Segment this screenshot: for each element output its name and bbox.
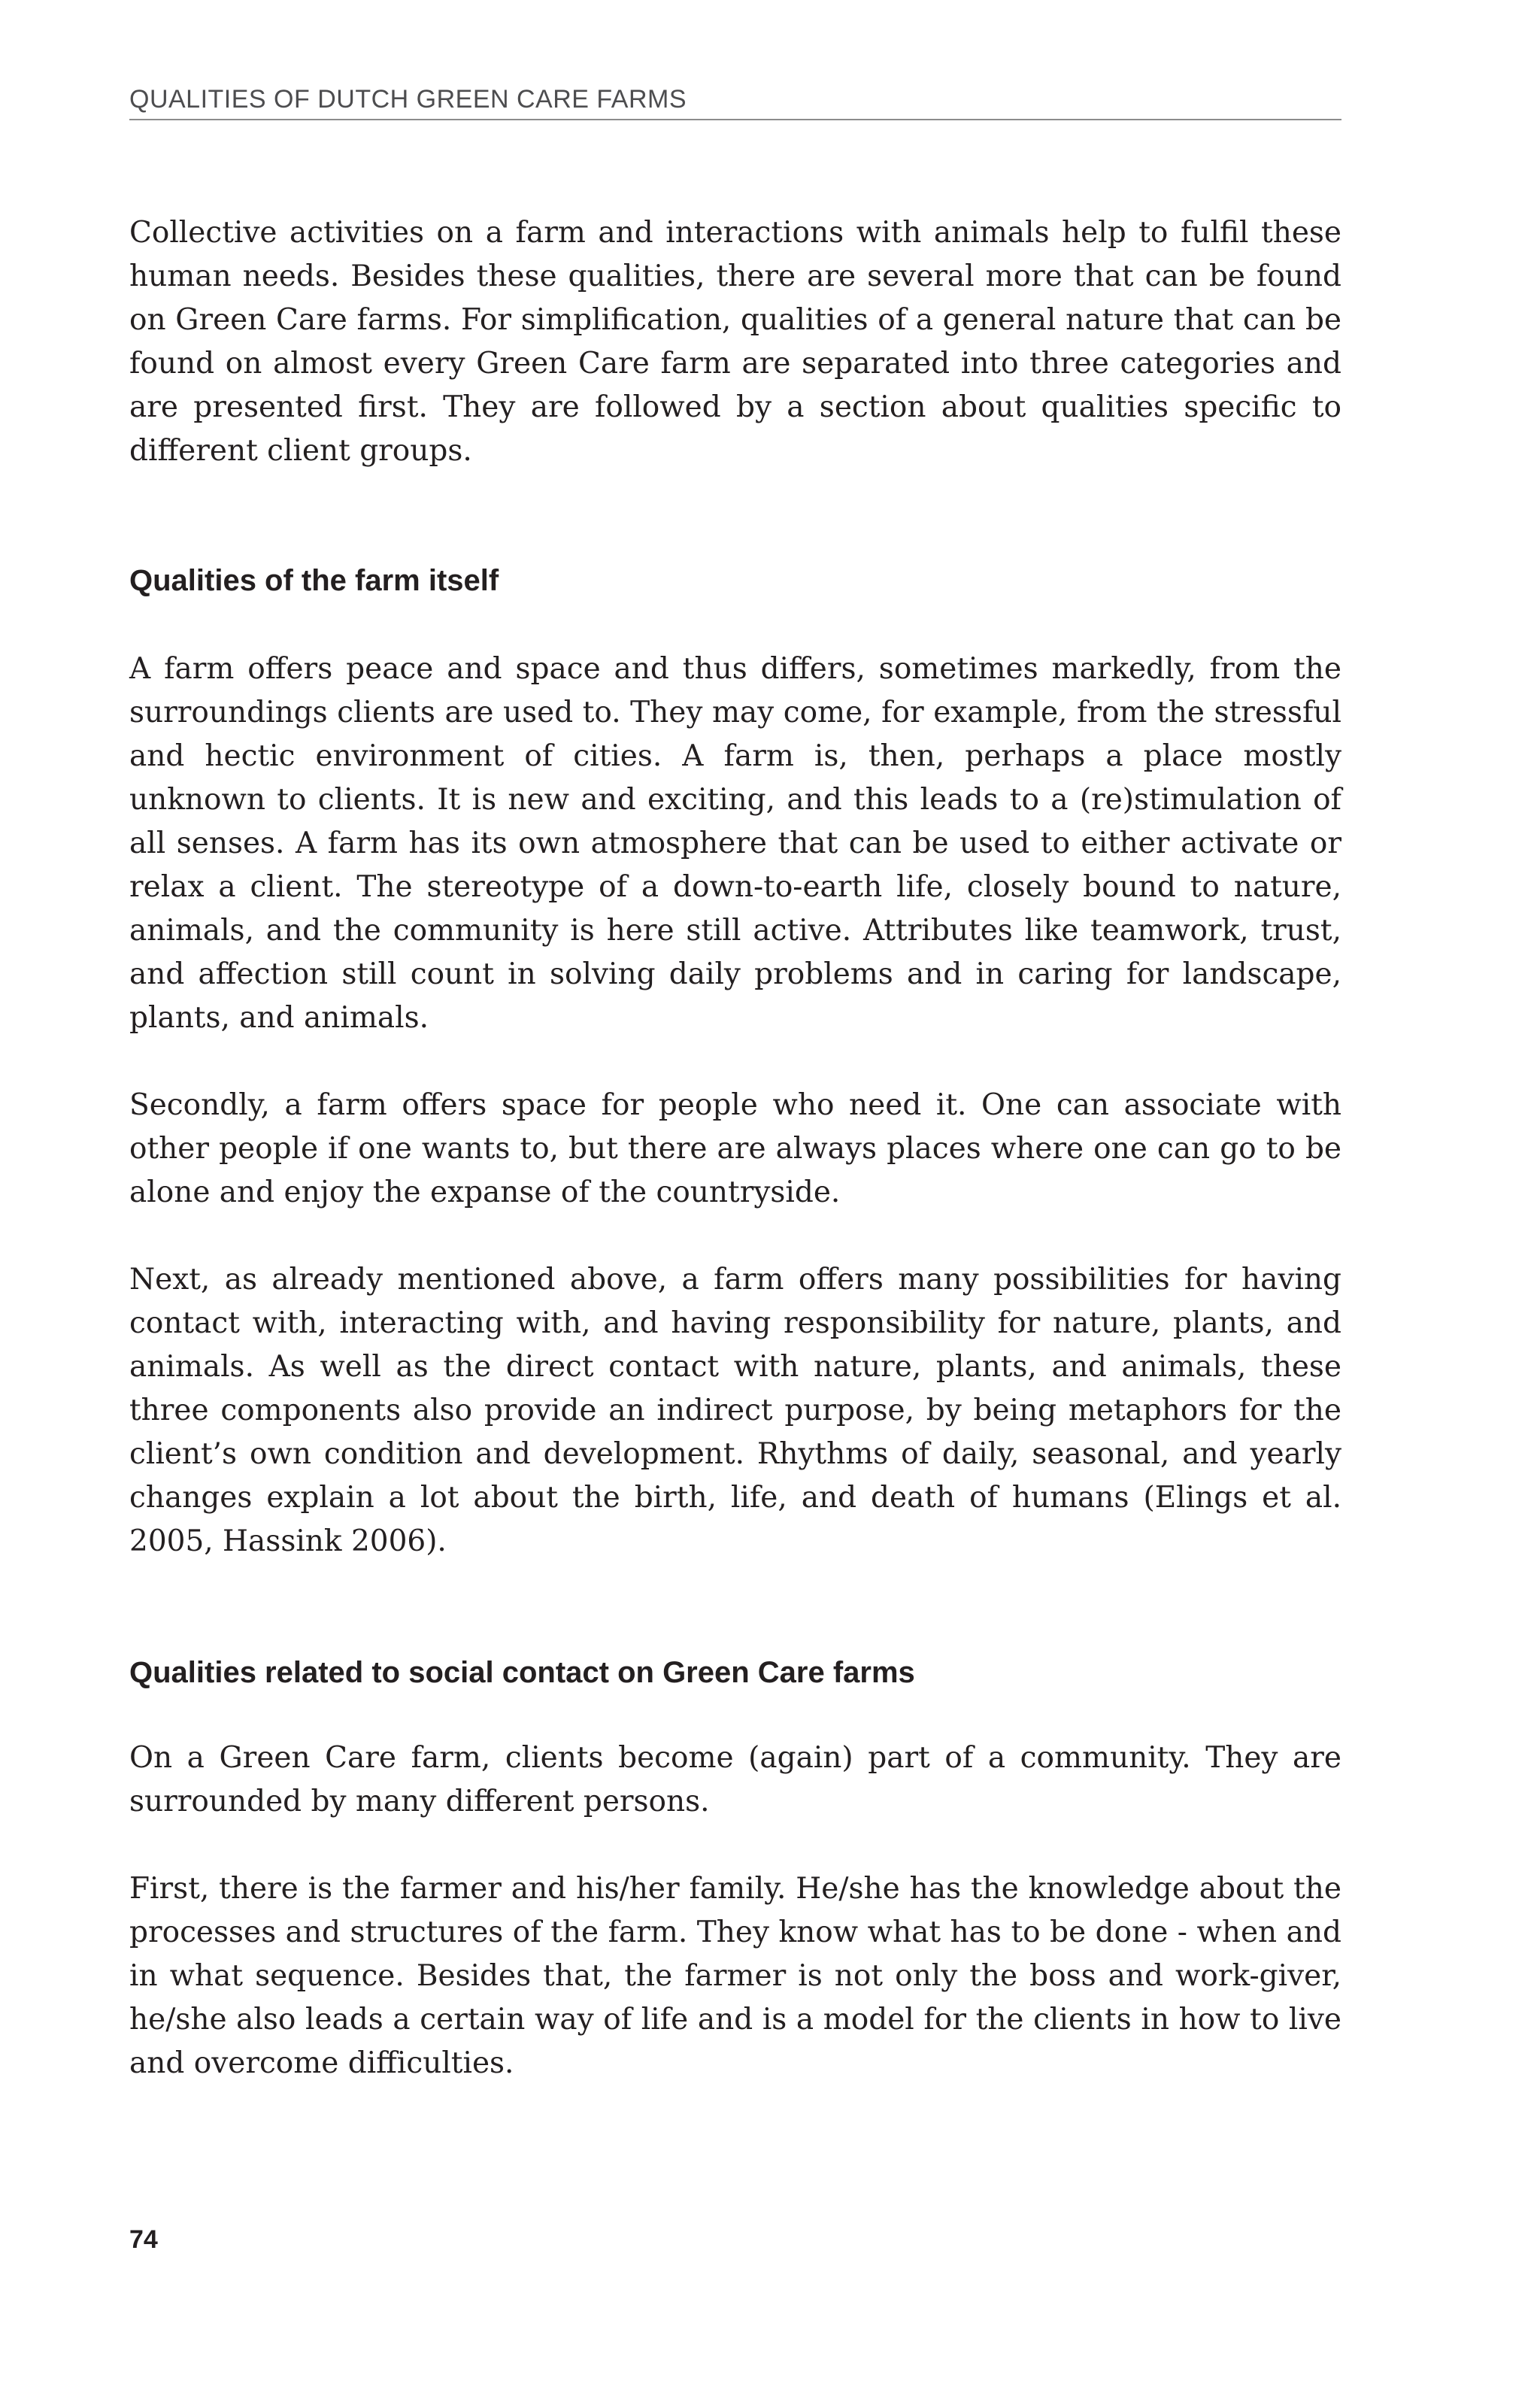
paragraph-farm-nature bbox=[129, 1258, 1341, 1564]
section-heading-social-contact bbox=[129, 1654, 1341, 1691]
book-page bbox=[129, 0, 1341, 2390]
paragraph-community bbox=[129, 1736, 1341, 1824]
paragraph-intro bbox=[129, 211, 1341, 473]
page-number: 74 bbox=[129, 2225, 158, 2254]
section-heading-farm-itself bbox=[129, 562, 1341, 599]
paragraph-text: On a Green Care farm, clients become (again) part of a community. They are surrounded by many different persons. bbox=[129, 1741, 1341, 1818]
paragraph-text: Secondly, a farm offers space for people who need it. One can associate with other people if one wants to, but there are always places where one can go to be alone and enjoy the expanse of the countryside. bbox=[129, 1088, 1341, 1209]
paragraph-text: A farm offers peace and space and thus differs, sometimes markedly, from the surroundings clients are used to. They may come, for example, from the stressful and hectic environment of cities. A farm is, then, perhaps a place mostly unknown to clients. It is new and exciting, and this leads to a (re)stimulation of all senses. A farm has its own atmosphere that can be used to either activate or relax a client. The stereotype of a down-to-earth life, closely bound to nature, animals, and the community is here still active. Attributes like teamwork, trust, and affection still count in solving daily problems and in caring for landscape, plants, and animals. bbox=[129, 652, 1341, 1035]
header-rule bbox=[129, 119, 1341, 120]
paragraph-farm-peace bbox=[129, 648, 1341, 1040]
paragraph-text: First, there is the farmer and his/her family. He/she has the knowledge about the processes and structures of the farm. They know what has to be done - when and in what sequence. Besides that, the farmer is not only the boss and work-giver, he/she also leads a certain way of life and is a model for the clients in how to live and overcome difficulties. bbox=[129, 1872, 1341, 2080]
paragraph-text: Next, as already mentioned above, a farm offers many possibilities for having contact with, interacting with, and having responsibility for nature, plants, and animals. As well as the direct contact with nature, plants, and animals, these three components also provide an indirect purpose, by being metaphors for the client’s own condition and development. Rhythms of daily, seasonal, and yearly changes explain a lot about the birth, life, and death of humans (Elings et al. 2005, Hassink 2006). bbox=[129, 1263, 1341, 1558]
paragraph-text: Collective activities on a farm and interactions with animals help to fulfil these human needs. Besides these qualities, there are several more that can be found on Green Care farms. For simplification, qualities of a general nature that can be found on almost every Green Care farm are separated into three categories and are presented first. They are followed by a section about qualities specific to different client groups. bbox=[129, 216, 1341, 468]
paragraph-farmer-family bbox=[129, 1867, 1341, 2085]
section-heading: Qualities related to social contact on Green Care farms bbox=[129, 1656, 915, 1689]
paragraph-farm-space bbox=[129, 1084, 1341, 1215]
section-heading: Qualities of the farm itself bbox=[129, 564, 499, 597]
running-head: QUALITIES OF DUTCH GREEN CARE FARMS bbox=[129, 85, 687, 114]
